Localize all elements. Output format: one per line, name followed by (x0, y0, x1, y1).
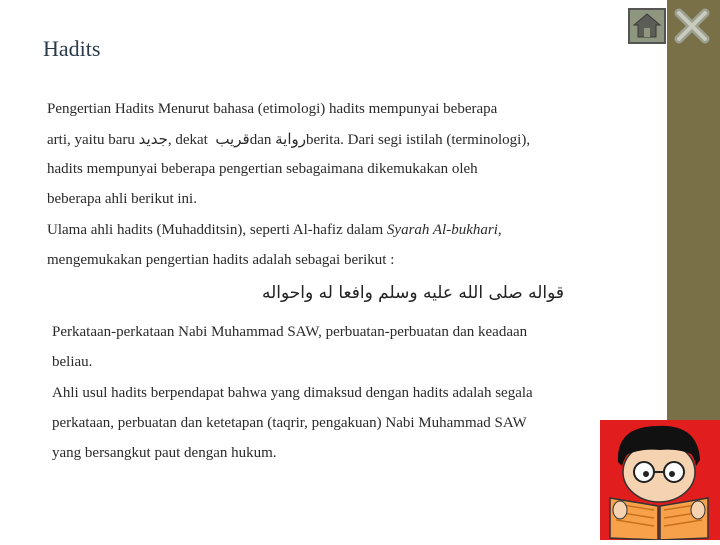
close-icon (672, 6, 712, 46)
arabic-word-riwayah: رواية (275, 130, 306, 148)
sidebar-strip (667, 0, 720, 420)
para2-line1 (47, 215, 560, 245)
arabic-quote: قواله صلى الله عليه وسلم وافعا له واحواله (262, 283, 565, 303)
para1-line1-text: Menurut bahasa (etimologi) hadits mempunyai beberapa (154, 101, 498, 117)
para1-line2-b: , dekat (167, 132, 212, 148)
book-title: Syarah Al-bukhari, (386, 222, 502, 238)
slide-title: Hadits (43, 36, 101, 61)
para1-line2-d: berita. Dari segi istilah (terminologi), (305, 132, 531, 148)
para1-line2-c: dan (249, 132, 276, 148)
para4-line1: Ahli usul hadits berpendapat bahwa yang dimaksud dengan hadits adalah segala (52, 385, 533, 401)
para1-line4: beberapa ahli berikut ini. (47, 191, 197, 207)
home-icon (630, 10, 664, 42)
para1-line3: hadits mempunyai beberapa pengertian sebagaimana dikemukakan oleh (47, 161, 478, 177)
reading-boy-illustration (600, 420, 720, 540)
para3-line1: Perkataan-perkataan Nabi Muhammad SAW, perbuatan-perbuatan dan keadaan (52, 324, 528, 340)
home-button[interactable] (628, 8, 666, 44)
para2-line1-text: Ulama ahli hadits (Muhadditsin), seperti Al-hafiz dalam (47, 222, 387, 238)
para4-line3: yang bersangkut paut dengan hukum. (52, 445, 277, 461)
para1-line1 (47, 94, 560, 124)
para4-line2: perkataan, perbuatan dan ketetapan (taqrir, pengakuan) Nabi Muhammad SAW (52, 415, 527, 431)
close-button[interactable] (672, 6, 712, 46)
para1-line2-a: arti, yaitu baru (47, 132, 139, 148)
para1-line2 (47, 124, 567, 155)
arabic-word-jadid: جديد (138, 130, 168, 148)
arabic-word-qarib: قريب (215, 130, 250, 148)
term-label: Pengertian Hadits (47, 101, 155, 117)
reading-boy-icon (600, 420, 720, 540)
para3-line2: beliau. (52, 354, 93, 370)
para2-line2: mengemukakan pengertian hadits adalah sebagai berikut : (47, 252, 395, 268)
